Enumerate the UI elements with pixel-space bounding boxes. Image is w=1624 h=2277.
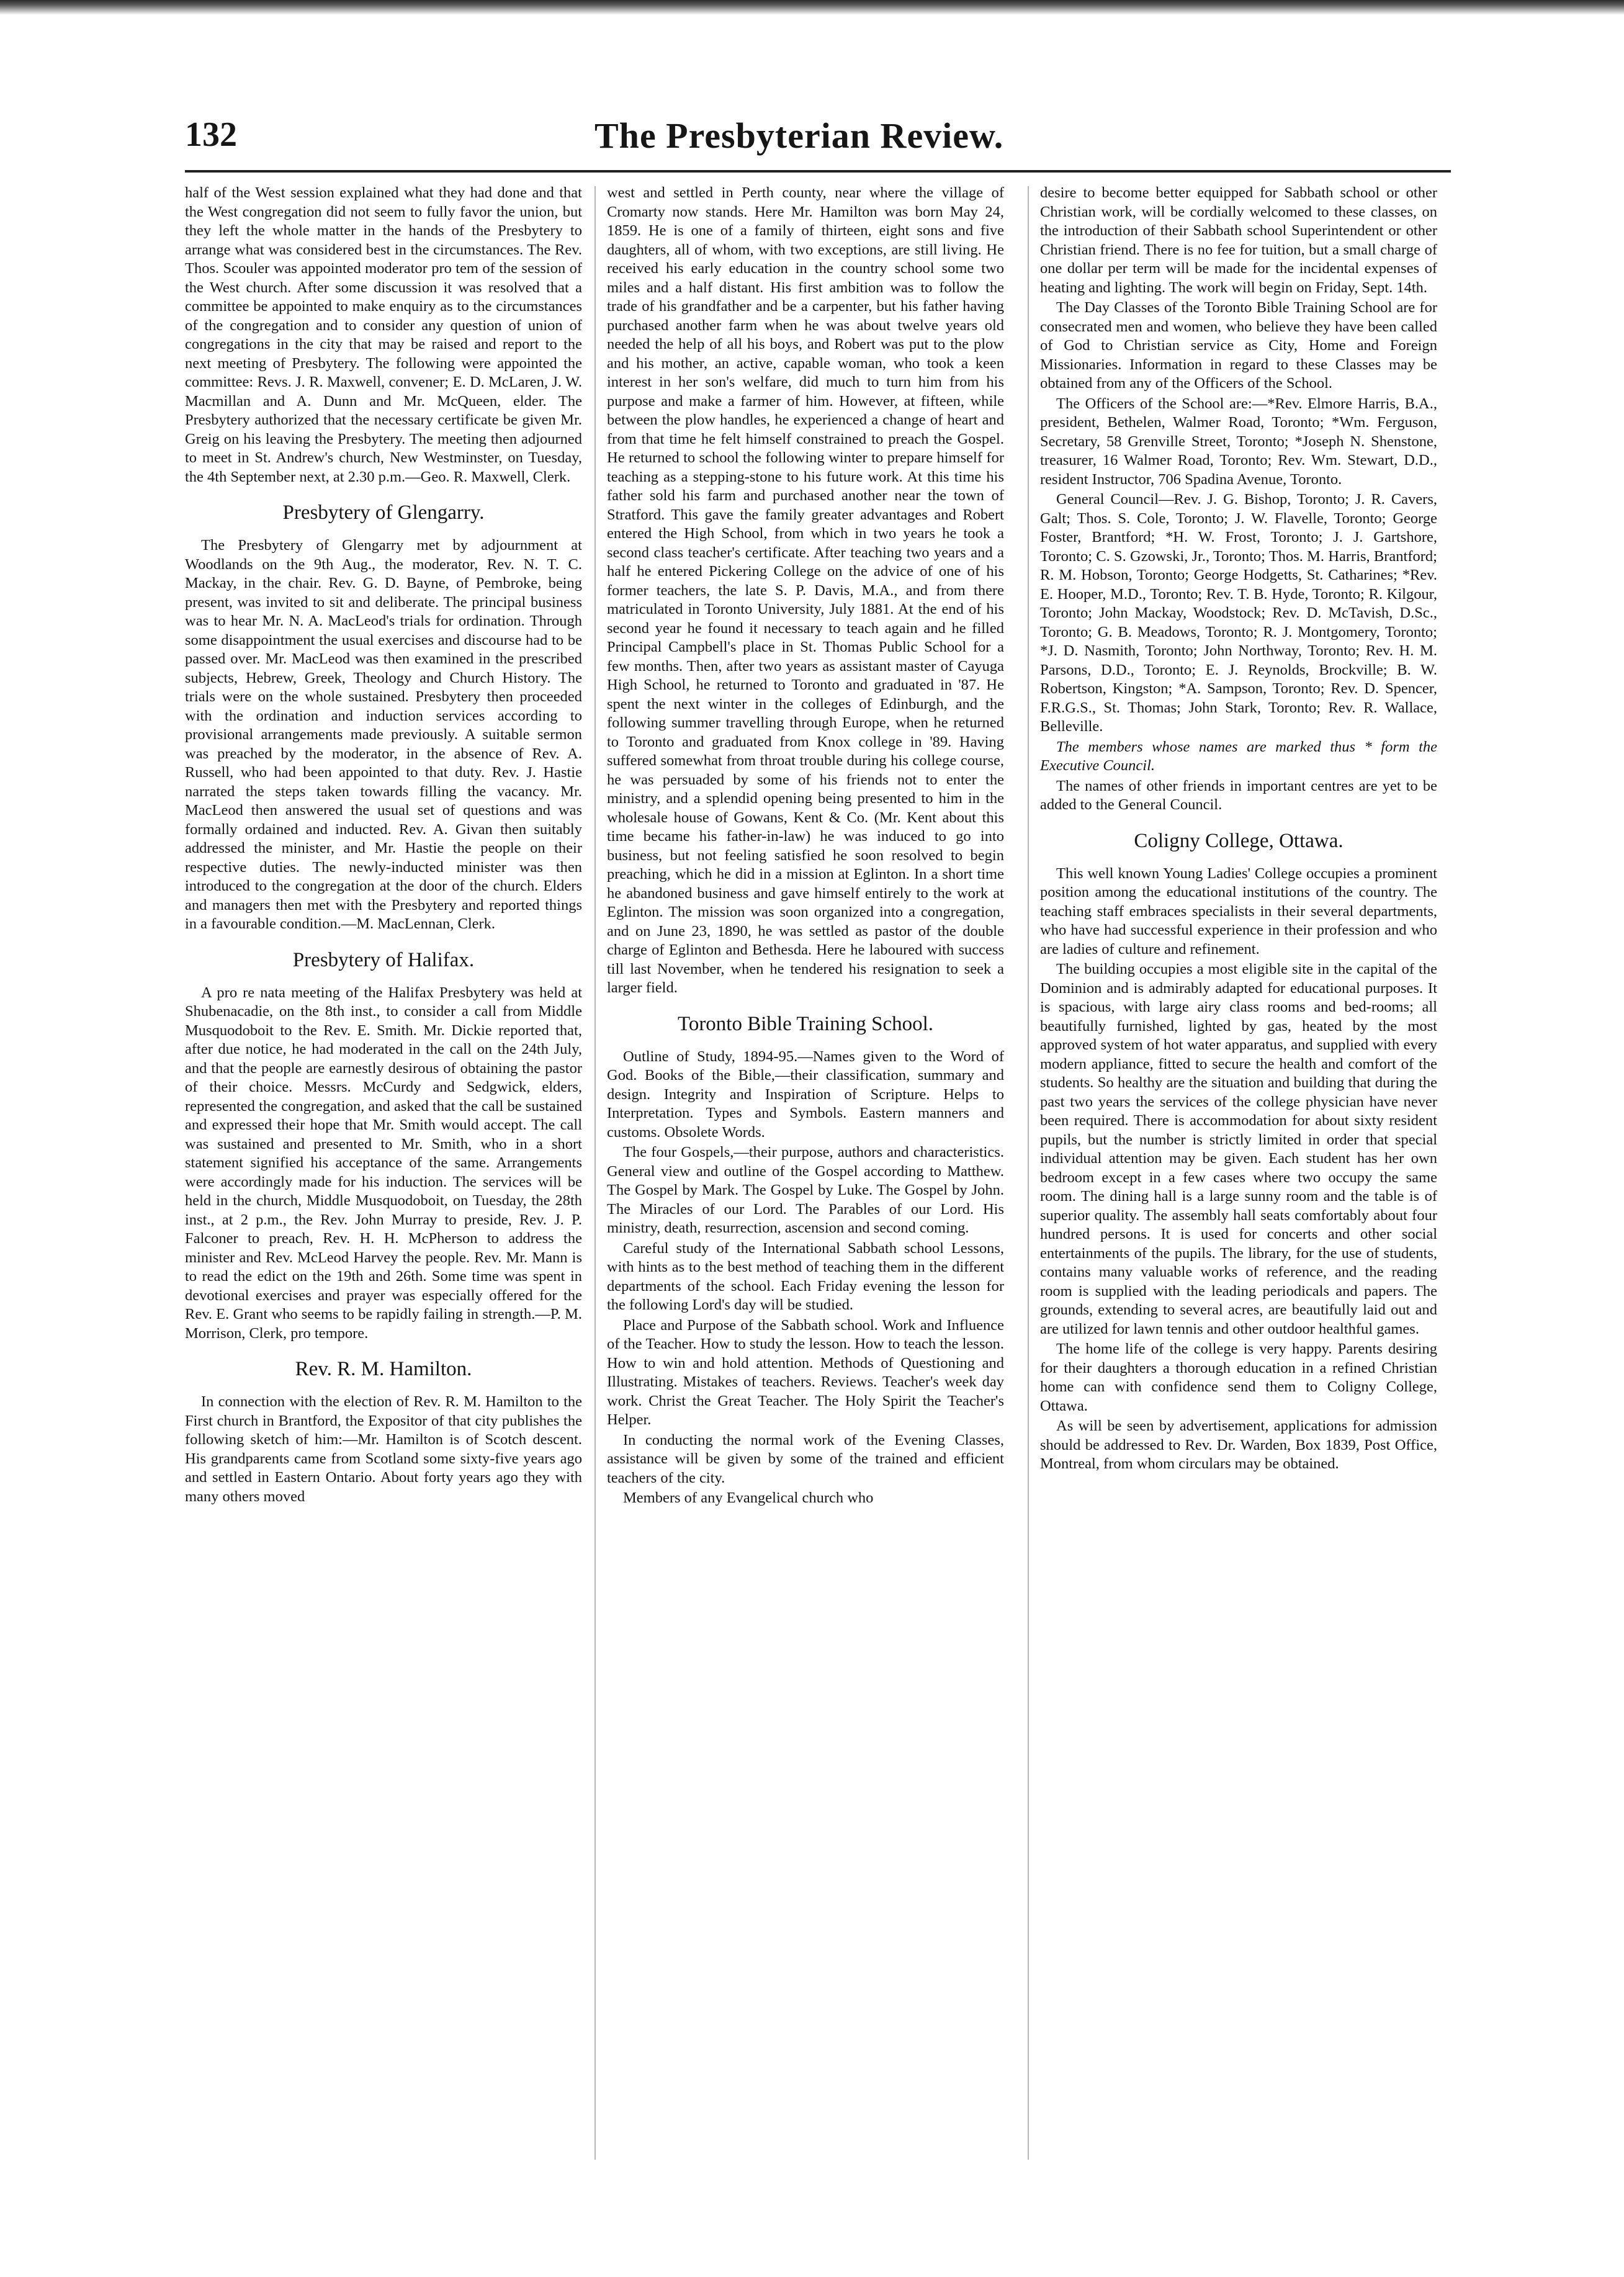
paragraph: The Officers of the School are:—*Rev. Elmore Harris, B.A., president, Bethelen, Walmer Road, Toronto; *Wm. Ferguson, Secretary, 58 Grenville Street, Toronto; *Joseph N. Shenstone, treasurer, 16 Walmer Road, Toronto; Rev. Wm. Stewart, D.D., resident Instructor, 706 Spadina Avenue, Toronto. — [1040, 395, 1437, 488]
paragraph: The four Gospels,—their purpose, authors and characteristics. General view and outline of the Gospel according to Matthew. The Gospel by Mark. The Gospel by Luke. The Gospel by John. The Miracles of our Lord. The Parables of our Lord. His ministry, death, resurrection, ascension and second coming. — [607, 1144, 1004, 1236]
column-divider-2 — [1028, 186, 1029, 2160]
paragraph: In conducting the normal work of the Evening Classes, assistance will be given by some of the trained and efficient teachers of the city. — [607, 1431, 1004, 1486]
paragraph: General Council—Rev. J. G. Bishop, Toronto; J. R. Cavers, Galt; Thos. S. Cole, Toronto; J. W. Flavelle, Toronto; George Foster, Brantford; *H. W. Frost, Toronto; J. J. Gartshore, Toronto; C. S. Gzowski, Jr., Toronto; Thos. M. Harris, Brantford; R. M. Hobson, Toronto; George Hodgetts, St. Catharines; *Rev. E. Hooper, M.D., Toronto; Rev. T. B. Hyde, Toronto; R. Kilgour, Toronto; John Mackay, Woodstock; Rev. D. McTavish, D.Sc., Toronto; G. B. Meadows, Toronto; R. J. Montgomery, Toronto; *J. D. Nasmith, Toronto; John Northway, Toronto; Rev. H. M. Parsons, D.D., Toronto; E. J. Reynolds, Brockville; B. W. Robertson, Kingston; *A. Sampson, Toronto; Rev. D. Spencer, F.R.G.S., St. Thomas; John Stark, Toronto; Rev. R. Wallace, Belleville. — [1040, 491, 1437, 735]
paragraph: The Day Classes of the Toronto Bible Training School are for consecrated men and women, who believe they have been called of God to Christian service as City, Home and Foreign Missionaries. Information in regard to these Classes may be obtained from any of the Officers of the School. — [1040, 299, 1437, 392]
heading-rev-hamilton: Rev. R. M. Hamilton. — [295, 1358, 472, 1380]
paragraph: The names of other friends in important centres are yet to be added to the General Council. — [1040, 777, 1437, 813]
header-rule — [185, 170, 1451, 173]
page-number: 132 — [185, 115, 237, 154]
paragraph: Outline of Study, 1894-95.—Names given to the Word of God. Books of the Bible,—their classification, summary and design. Integrity and Inspiration of Scripture. Helps to Interpretation. Types and Symbols. Eastern manners and customs. Obsolete Words. — [607, 1048, 1004, 1141]
paragraph: The Presbytery of Glengarry met by adjournment at Woodlands on the 9th Aug., the moderator, Rev. N. T. C. Mackay, in the chair. Rev. G. D. Bayne, of Pembroke, being present, was invited to sit and deliberate. The principal business was to hear Mr. N. A. MacLeod's trials for ordination. Through some disappointment the usual exercises and discourse had to be passed over. Mr. MacLeod was then examined in the prescribed subjects, Hebrew, Greek, Theology and Church History. The trials were on the whole sustained. Presbytery then proceeded with the ordination and induction services according to provisional arrangements made previously. A suitable sermon was preached by the moderator, in the absence of Rev. A. Russell, who had been appointed to that duty. Rev. J. Hastie narrated the steps taken towards filling the vacancy. Mr. MacLeod then answered the usual set of questions and was formally ordained and inducted. Rev. A. Givan then suitably addressed the minister, and Mr. Hastie the people on their respective duties. The newly-inducted minister was then introduced to the congregation at the door of the church. Elders and managers then met with the Presbytery and reported things in a favourable condition.—M. MacLennan, Clerk. — [185, 537, 582, 932]
paragraph: As will be seen by advertisement, applications for admission should be addressed to Rev. Dr. Warden, Box 1839, Post Office, Montreal, from whom circulars may be obtained. — [1040, 1417, 1437, 1472]
paragraph: In connection with the election of Rev. R. M. Hamilton to the First church in Brantford, the Expositor of that city publishes the following sketch of him:—Mr. Hamilton is of Scotch descent. His grandparents came from Scotland some sixty-five years ago and settled in Eastern Ontario. About forty years ago they with many others moved — [185, 1393, 582, 1505]
paragraph: The home life of the college is very happy. Parents desiring for their daughters a thorough education in a refined Christian home can with confidence send them to Coligny College, Ottawa. — [1040, 1341, 1437, 1414]
heading-toronto-bible-training-school: Toronto Bible Training School. — [677, 1012, 934, 1035]
column-1 — [185, 184, 582, 1507]
paragraph: west and settled in Perth county, near where the village of Cromarty now stands. Here Mr. Hamilton was born May 24, 1859. He is one of a family of thirteen, eight sons and five daughters, all of whom, with two exceptions, are still living. He received his early education in the country school some two miles and a half distant. His first ambition was to follow the trade of his grandfather and be a carpenter, but his father having purchased another farm when he was about twelve years old needed the help of all his boys, and Robert was put to the plow and his mother, an active, capable woman, who took a keen interest in her son's welfare, did much to turn him from his purpose and make a farmer of him. However, at fifteen, while between the plow handles, he experienced a change of heart and from that time he felt himself constrained to preach the Gospel. He returned to school the following winter to prepare himself for teaching as a stepping-stone to his future work. At this time his father sold his farm and purchased another near the town of Stratford. This gave the family greater advantages and Robert entered the High School, from which in two years he took a second class teacher's certificate. After teaching two years and a half he entered Pickering College on the advice of one of his former teachers, the late S. P. Davis, M.A., and from there matriculated in Toronto University, July 1881. At the end of his second year he found it necessary to teach again and he filled Principal Campbell's place in St. Thomas Public School for a few months. Then, after two years as assistant master of Cayuga High School, he returned to Toronto and graduated in '87. He spent the next winter in the colleges of Edinburgh, and the following summer travelling through Europe, when he returned to Toronto and graduated from Knox college in '89. Having suffered somewhat from throat trouble during his college course, he was persuaded by some of his friends not to enter the ministry, and a splendid opening being presented to him in the wholesale house of Gowans, Kent & Co. (Mr. Kent about this time became his father-in-law) he was induced to go into business, but not feeling satisfied he soon resolved to begin preaching, which he did in a mission at Eglinton. In a short time he abandoned business and gave himself entirely to the work at Eglinton. The mission was soon organized into a congregation, and on June 23, 1890, he was settled as pastor of the double charge of Eglinton and Bethesda. Here he laboured with success till last November, when he tendered his resignation to seek a larger field. — [607, 184, 1004, 996]
paragraph: Members of any Evangelical church who — [623, 1489, 874, 1506]
paragraph: Place and Purpose of the Sabbath school. Work and Influence of the Teacher. How to study the lesson. How to teach the lesson. How to win and hold attention. Methods of Questioning and Illustrating. Mistakes of teachers. Reviews. Teacher's week day work. Christ the Great Teacher. The Holy Spirit the Teacher's Helper. — [607, 1316, 1004, 1428]
page-header — [185, 115, 1451, 171]
paragraph: half of the West session explained what they had done and that the West congregation did not seem to fully favor the union, but they left the whole matter in the hands of the Presbytery to arrange what was considered best in the circumstances. The Rev. Thos. Scouler was appointed moderator pro tem of the session of the West church. After some discussion it was resolved that a committee be appointed to make enquiry as to the circumstances of the congregation and to consider any question of union of congregations in the city that may be raised and report to the next meeting of Presbytery. The following were appointed the committee: Revs. J. R. Maxwell, convener; E. D. McLaren, J. W. Macmillan and A. Dunn and Mr. McQueen, elder. The Presbytery authorized that the necessary certificate be given Mr. Greig on his leaving the Presbytery. The meeting then adjourned to meet in St. Andrew's church, New Westminster, on Tuesday, the 4th September next, at 2.30 p.m.—Geo. R. Maxwell, Clerk. — [185, 184, 582, 485]
page-top-edge — [0, 0, 1624, 15]
paragraph: This well known Young Ladies' College occupies a prominent position among the educational institutions of the country. The teaching staff embraces specialists in their several departments, who have had successful experience in their profession and who are ladies of culture and refinement. — [1040, 865, 1437, 958]
heading-presbytery-halifax: Presbytery of Halifax. — [292, 948, 475, 971]
paragraph: Careful study of the International Sabbath school Lessons, with hints as to the best method of teaching them in the different departments of the school. Each Friday evening the lesson for the following Lord's day will be studied. — [607, 1239, 1004, 1313]
running-title: The Presbyterian Review. — [594, 115, 1004, 156]
column-3 — [1040, 184, 1437, 1475]
heading-presbytery-glengarry: Presbytery of Glengarry. — [282, 501, 485, 524]
paragraph: The building occupies a most eligible site in the capital of the Dominion and is admirably adapted for educational purposes. It is spacious, with large airy class rooms and bed-rooms; all beautifully furnished, lighted by gas, heated by the most approved system of hot water apparatus, and supplied with every modern appliance, fitted to secure the health and comfort of the students. So healthy are the situation and building that during the past two years the services of the college physician have never been required. There is accommodation for about sixty resident pupils, but the number is strictly limited in order that special individual attention may be given. Each student has her own bedroom except in a few cases where two occupy the same room. The dining hall is a large sunny room and the table is of superior quality. The assembly hall seats comfortably about four hundred persons. It is used for concerts and other social entertainments of the pupils. The library, for the use of students, contains many valuable works of reference, and the reading room is supplied with the leading periodicals and papers. The grounds, extending to several acres, are beautifully laid out and are utilized for lawn tennis and other outdoor healthful games. — [1040, 961, 1437, 1337]
column-divider-1 — [594, 186, 596, 2160]
paragraph: The members whose names are marked thus * form the Executive Council. — [1040, 738, 1437, 774]
column-2 — [607, 184, 1004, 1509]
heading-coligny-college: Coligny College, Ottawa. — [1134, 829, 1344, 852]
paragraph: desire to become better equipped for Sabbath school or other Christian work, will be cordially welcomed to these classes, on the introduction of their Sabbath school Superintendent or other Christian friend. There is no fee for tuition, but a small charge of one dollar per term will be made for the incidental expenses of heating and lighting. The work will begin on Friday, Sept. 14th. — [1040, 184, 1437, 296]
paragraph: A pro re nata meeting of the Halifax Presbytery was held at Shubenacadie, on the 8th inst., to consider a call from Middle Musquodoboit to the Rev. E. Smith. Mr. Dickie reported that, after due notice, he had moderated in the call on the 24th July, and that the people are earnestly desirous of obtaining the pastor of their choice. Messrs. McCurdy and Sedgwick, elders, represented the congregation, and asked that the call be sustained and expressed their hope that Mr. Smith would accept. The call was sustained and presented to Mr. Smith, who in a short statement signified his acceptance of the same. Arrangements were accordingly made for his induction. The services will be held in the church, Middle Musquodoboit, on Tuesday, the 28th inst., at 2 p.m., the Rev. John Murray to preside, Rev. J. P. Falconer to preach, Rev. H. H. McPherson to address the minister and Rev. McLeod Harvey the people. Rev. Mr. Mann is to read the edict on the 19th and 26th. Some time was spent in devotional exercises and prayer was especially offered for the Rev. E. Grant who seems to be rapidly failing in strength.—P. M. Morrison, Clerk, pro tempore. — [185, 984, 582, 1342]
